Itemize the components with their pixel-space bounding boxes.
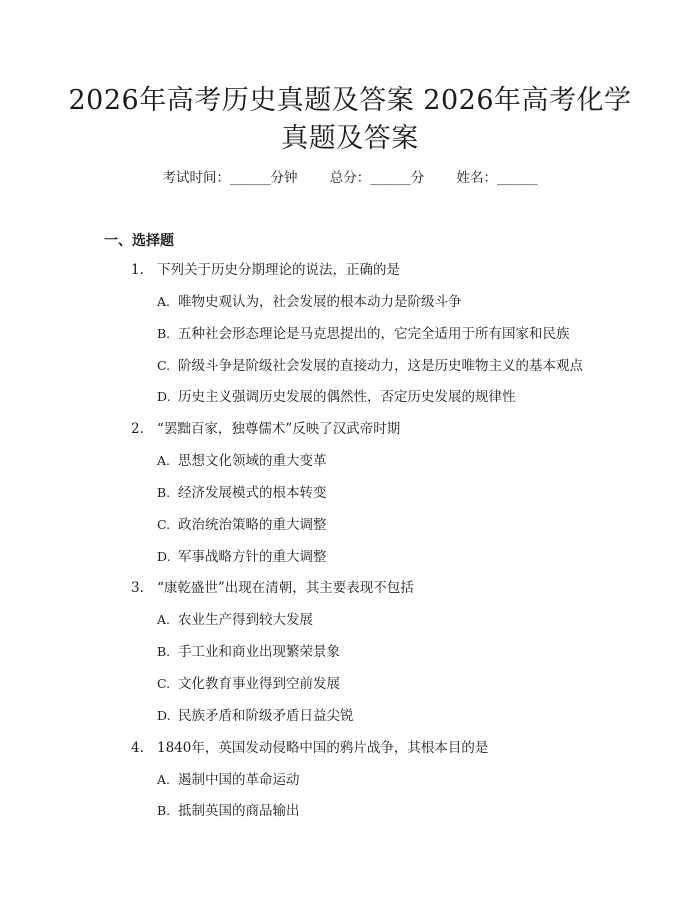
- question-text: “康乾盛世”出现在清朝，其主要表现不包括: [157, 580, 414, 597]
- option-letter: D.: [157, 548, 171, 564]
- score-blank: ______: [370, 170, 411, 186]
- option-letter: B.: [157, 484, 171, 500]
- option-text: 遏制中国的革命运动: [178, 771, 300, 788]
- option-text: 唯物史观认为，社会发展的根本动力是阶级斗争: [178, 294, 462, 310]
- question-number: 4.: [131, 739, 144, 756]
- question-number: 1.: [131, 262, 144, 278]
- option-letter: B.: [157, 803, 171, 819]
- option-letter: C.: [157, 516, 171, 532]
- section-title: 一、选择题: [104, 233, 174, 249]
- option-d: [0, 705, 700, 737]
- option-list: [0, 769, 700, 833]
- question-1: [0, 259, 700, 418]
- option-list: [0, 609, 700, 736]
- option-letter: A.: [157, 294, 171, 309]
- question-number: 3.: [131, 580, 144, 597]
- name-label: 姓名：: [456, 170, 498, 186]
- question-list: [0, 259, 700, 832]
- question-stem: [0, 259, 700, 291]
- option-letter: C.: [157, 675, 171, 691]
- option-letter: C.: [157, 357, 171, 373]
- question-stem: [0, 577, 700, 609]
- option-text: 历史主义强调历史发展的偶然性，否定历史发展的规律性: [178, 389, 516, 406]
- option-c: [0, 514, 700, 546]
- exam-meta: [0, 169, 700, 187]
- score-label: 总分：: [329, 170, 371, 186]
- question-text: 下列关于历史分期理论的说法，正确的是: [157, 262, 400, 278]
- option-letter: A.: [157, 453, 171, 469]
- score-field: [330, 170, 425, 186]
- question-2: [0, 418, 700, 577]
- option-b: [0, 800, 700, 832]
- option-text: 民族矛盾和阶级矛盾日益尖锐: [178, 707, 354, 724]
- option-text: 思想文化领域的重大变革: [178, 453, 327, 470]
- question-3: [0, 577, 700, 736]
- option-letter: B.: [157, 644, 171, 660]
- question-text: 1840年，英国发动侵略中国的鸦片战争，其根本目的是: [157, 739, 489, 756]
- exam-time-label: 考试时间：: [162, 170, 230, 186]
- option-c: [0, 355, 700, 387]
- option-text: 军事战略方针的重大调整: [178, 548, 327, 565]
- option-letter: D.: [157, 707, 171, 723]
- question-stem: [0, 418, 700, 450]
- option-text: 经济发展模式的根本转变: [178, 484, 327, 501]
- option-b: [0, 323, 700, 355]
- option-b: [0, 641, 700, 673]
- option-letter: D.: [157, 389, 171, 405]
- option-letter: A.: [157, 771, 171, 787]
- question-text: “罢黜百家，独尊儒术”反映了汉武帝时期: [157, 421, 401, 438]
- exam-time-unit: 分钟: [270, 170, 298, 186]
- option-text: 农业生产得到较大发展: [178, 612, 313, 629]
- exam-time-field: [162, 170, 297, 186]
- option-text: 文化教育事业得到空前发展: [178, 675, 340, 692]
- option-text: 五种社会形态理论是马克思提出的，它完全适用于所有国家和民族: [178, 325, 570, 342]
- option-a: [0, 769, 700, 801]
- question-number: 2.: [131, 421, 144, 438]
- question-4: [0, 737, 700, 833]
- option-c: [0, 673, 700, 705]
- name-blank: ______: [497, 170, 538, 186]
- option-a: [0, 450, 700, 482]
- score-unit: 分: [410, 170, 425, 186]
- option-d: [0, 386, 700, 418]
- option-text: 阶级斗争是阶级社会发展的直接动力，这是历史唯物主义的基本观点: [178, 357, 583, 374]
- option-text: 手工业和商业出现繁荣景象: [178, 644, 340, 661]
- option-letter: B.: [157, 325, 171, 341]
- option-list: [0, 291, 700, 418]
- option-text: 抵制英国的商品输出: [178, 803, 300, 820]
- exam-time-blank: ______: [229, 170, 271, 186]
- name-field: [457, 170, 538, 186]
- option-b: [0, 482, 700, 514]
- option-list: [0, 450, 700, 577]
- question-stem: [0, 737, 700, 769]
- document-title: 2026年高考历史真题及答案 2026年高考化学真题及答案: [68, 85, 632, 154]
- option-d: [0, 546, 700, 578]
- option-a: [0, 609, 700, 641]
- option-letter: A.: [157, 612, 171, 628]
- option-text: 政治统治策略的重大调整: [178, 516, 327, 533]
- option-a: [0, 291, 700, 323]
